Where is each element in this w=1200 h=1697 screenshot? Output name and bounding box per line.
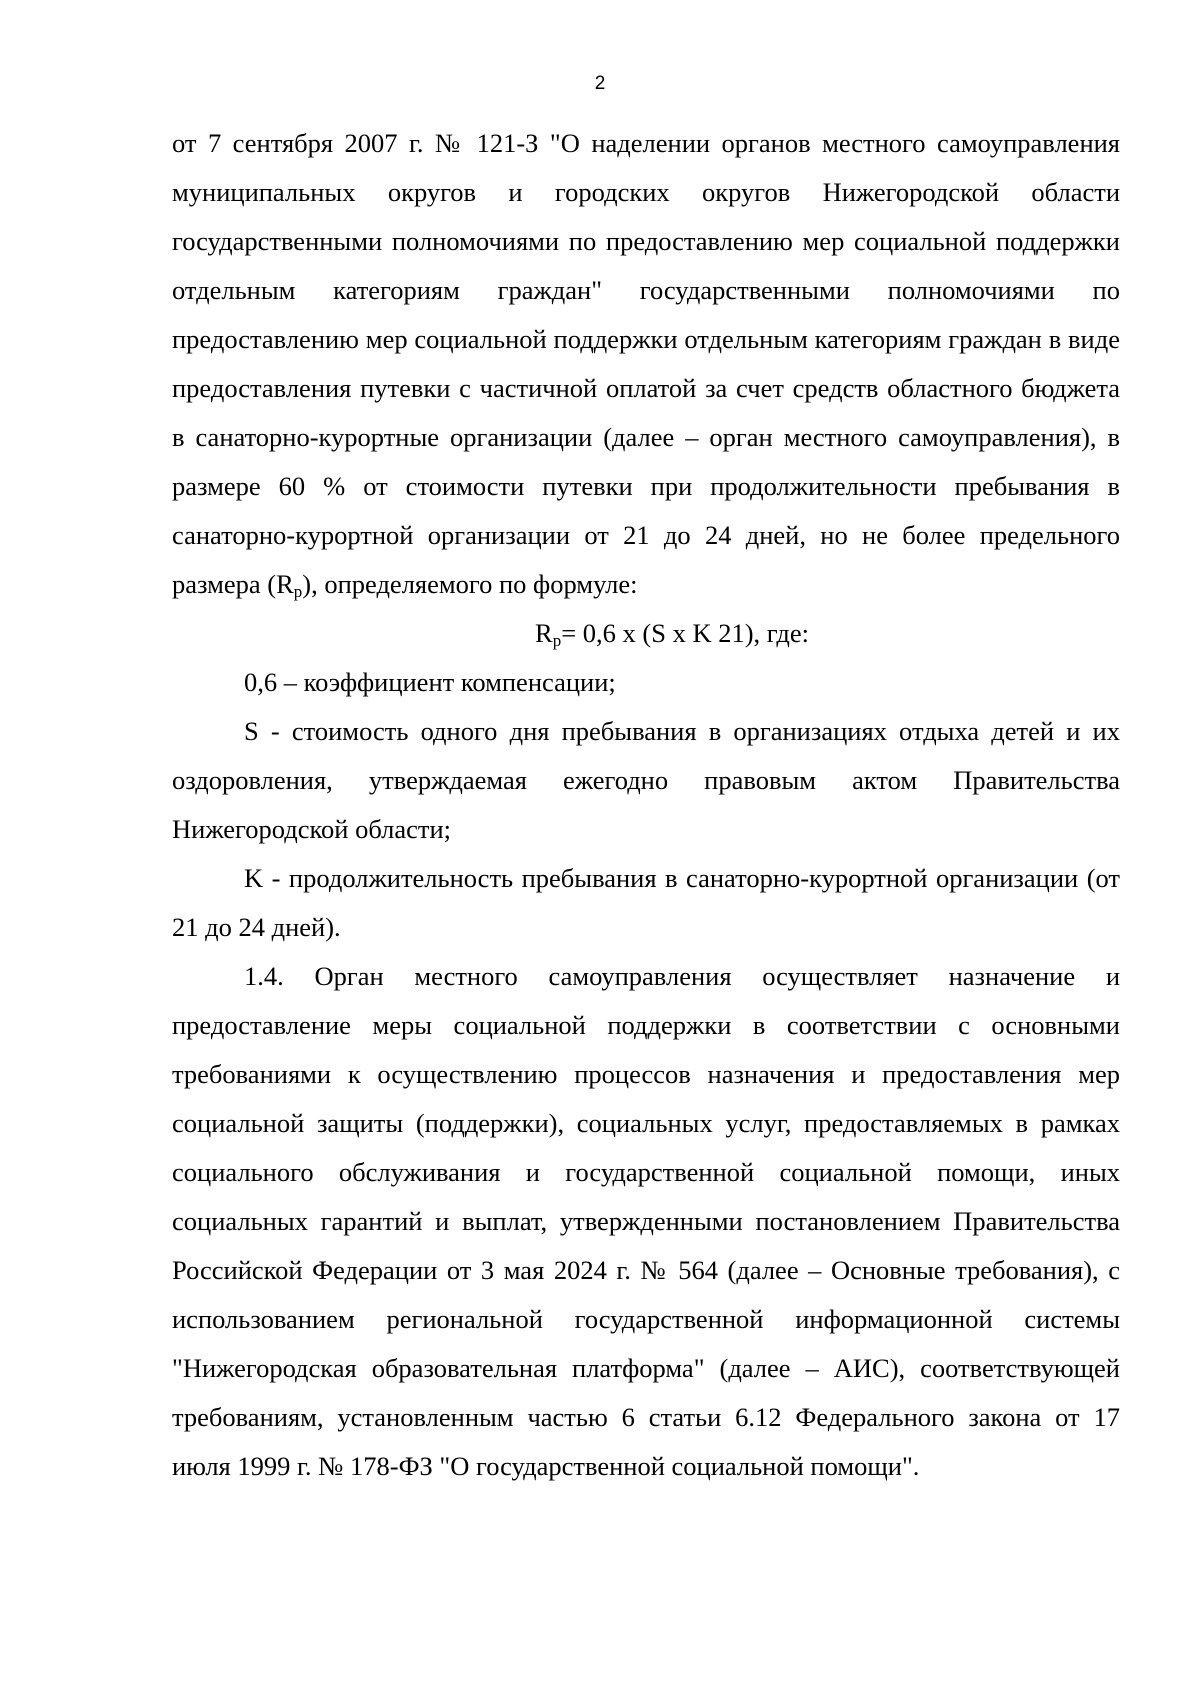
document-body: [172, 119, 1120, 1491]
paragraph-tail: ), определяемого по формуле:: [302, 569, 638, 599]
paragraph-text: от 7 сентября 2007 г. № 121-З "О наделении органов местного самоуправления муниципальных округов и городских округов Нижегородской области государственными полномочиями по предоставлению мер социальной поддержки отдельным категориям граждан" государственными полномочиями по предоставлению мер социальной поддержки отдельным категориям граждан в виде предоставления путевки с частичной оплатой за счет средств областного бюджета в санаторно-курортные организации (далее – орган местного самоуправления), в размере 60 % от стоимости путевки при продолжительности пребывания в санаторно-курортной организации от 21 до 24 дней, но не более предельного размера (R: [172, 128, 1120, 599]
page-number: 2: [594, 73, 606, 94]
formula-lhs: R: [535, 618, 553, 648]
formula-subscript: p: [552, 631, 562, 650]
formula: [172, 609, 1120, 658]
coefficient-definition: 0,6 – коэффициент компенсации;: [244, 667, 616, 697]
s-definition: S - стоимость одного дня пребывания в организациях отдыха детей и их оздоровления, утверждаемая ежегодно правовым актом Правительства Нижегородской области;: [172, 716, 1120, 844]
paragraph-continuation: [172, 119, 1120, 609]
subscript-p: p: [293, 582, 303, 601]
paragraph-1-4: 1.4. Орган местного самоуправления осуществляет назначение и предоставление меры социальной поддержки в соответствии с основными требованиями к осуществлению процессов назначения и предоставления мер социальной защиты (поддержки), социальных услуг, предоставляемых в рамках социального обслуживания и государственной социальной помощи, иных социальных гарантий и выплат, утвержденными постановлением Правительства Российской Федерации от 3 мая 2024 г. № 564 (далее – Основные требования), с использованием региональной государственной информационной системы "Нижегородская образовательная платформа" (далее – АИС), соответствующей требованиям, установленным частью 6 статьи 6.12 Федерального закона от 17 июля 1999 г. № 178-ФЗ "О государственной социальной помощи".: [172, 961, 1120, 1481]
formula-rhs: = 0,6 х (S х K 21), где:: [561, 618, 809, 648]
k-definition: K - продолжительность пребывания в санаторно-курортной организации (от 21 до 24 дней).: [172, 863, 1120, 942]
